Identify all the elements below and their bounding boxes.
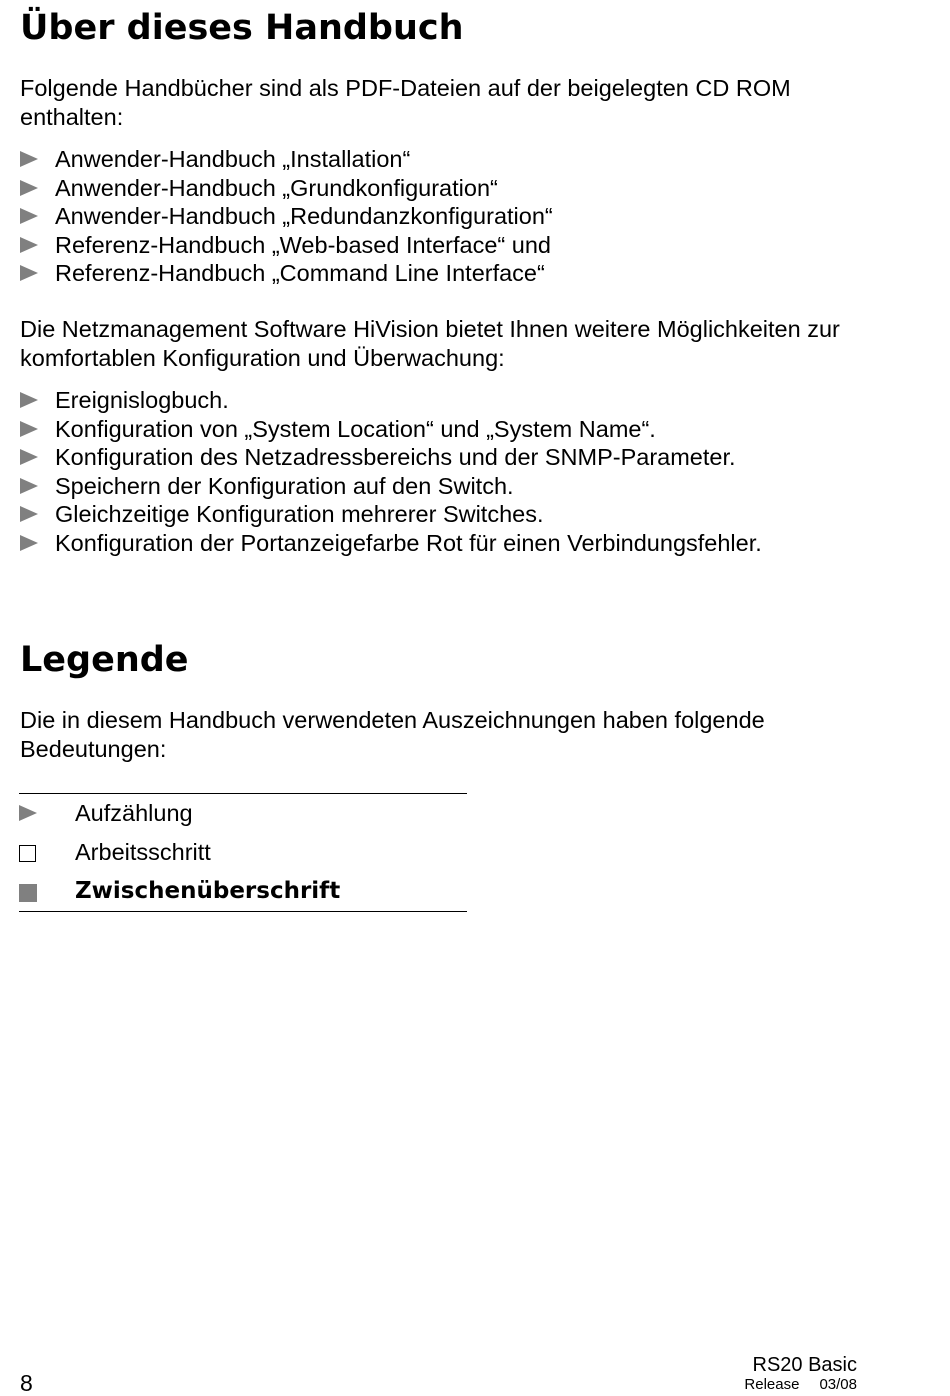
legend-heading: Legende <box>20 640 189 680</box>
triangle-bullet-icon <box>20 265 38 281</box>
list-item: Referenz-Handbuch „Command Line Interface“ <box>20 259 553 288</box>
triangle-bullet-icon <box>20 535 38 551</box>
triangle-bullet-icon <box>20 208 38 224</box>
product-name: RS20 Basic <box>752 1354 857 1376</box>
triangle-bullet-icon <box>20 392 38 408</box>
list-item: Referenz-Handbuch „Web-based Interface“ und <box>20 231 553 260</box>
list-item: Gleichzeitige Konfiguration mehrerer Switches. <box>20 500 762 529</box>
list-item: Anwender-Handbuch „Grundkonfiguration“ <box>20 174 553 203</box>
triangle-bullet-icon <box>20 180 38 196</box>
list-item: Anwender-Handbuch „Redundanzkonfiguration“ <box>20 202 553 231</box>
list-item: Konfiguration des Netzadressbereichs und der SNMP-Parameter. <box>20 443 762 472</box>
triangle-bullet-icon <box>20 449 38 465</box>
list-item: Ereignislogbuch. <box>20 386 762 415</box>
manuals-intro: Folgende Handbücher sind als PDF-Dateien auf der beigelegten CD ROM enthalten: <box>20 75 791 130</box>
list-item: Anwender-Handbuch „Installation“ <box>20 145 553 174</box>
legend-label: Arbeitsschritt <box>75 839 211 865</box>
triangle-bullet-icon <box>20 478 38 494</box>
triangle-bullet-icon <box>20 506 38 522</box>
legend-top-rule <box>19 793 467 794</box>
triangle-bullet-icon <box>20 421 38 437</box>
triangle-bullet-icon <box>19 805 37 821</box>
filled-square-icon <box>19 884 37 902</box>
legend-label: Zwischenüberschrift <box>75 878 341 904</box>
hivision-intro: Die Netzmanagement Software HiVision bietet Ihnen weitere Möglichkeiten zur komfortablen Konfiguration und Überwachung: <box>20 316 840 371</box>
release-info <box>744 1376 857 1394</box>
legend-label: Aufzählung <box>75 800 193 826</box>
page-number: 8 <box>20 1370 33 1396</box>
features-list <box>20 386 762 558</box>
manuals-list <box>20 145 553 288</box>
list-item: Konfiguration von „System Location“ und „System Name“. <box>20 415 762 444</box>
list-item: Speichern der Konfiguration auf den Switch. <box>20 472 762 501</box>
release-label: Release <box>744 1376 800 1393</box>
legend-intro: Die in diesem Handbuch verwendeten Auszeichnungen haben folgende Bedeutungen: <box>20 707 765 762</box>
triangle-bullet-icon <box>20 151 38 167</box>
list-item: Konfiguration der Portanzeigefarbe Rot für einen Verbindungsfehler. <box>20 529 762 558</box>
empty-square-icon <box>19 845 36 862</box>
release-date: 03/08 <box>819 1376 857 1393</box>
triangle-bullet-icon <box>20 237 38 253</box>
legend-bottom-rule <box>19 911 467 912</box>
page-title: Über dieses Handbuch <box>20 8 464 48</box>
